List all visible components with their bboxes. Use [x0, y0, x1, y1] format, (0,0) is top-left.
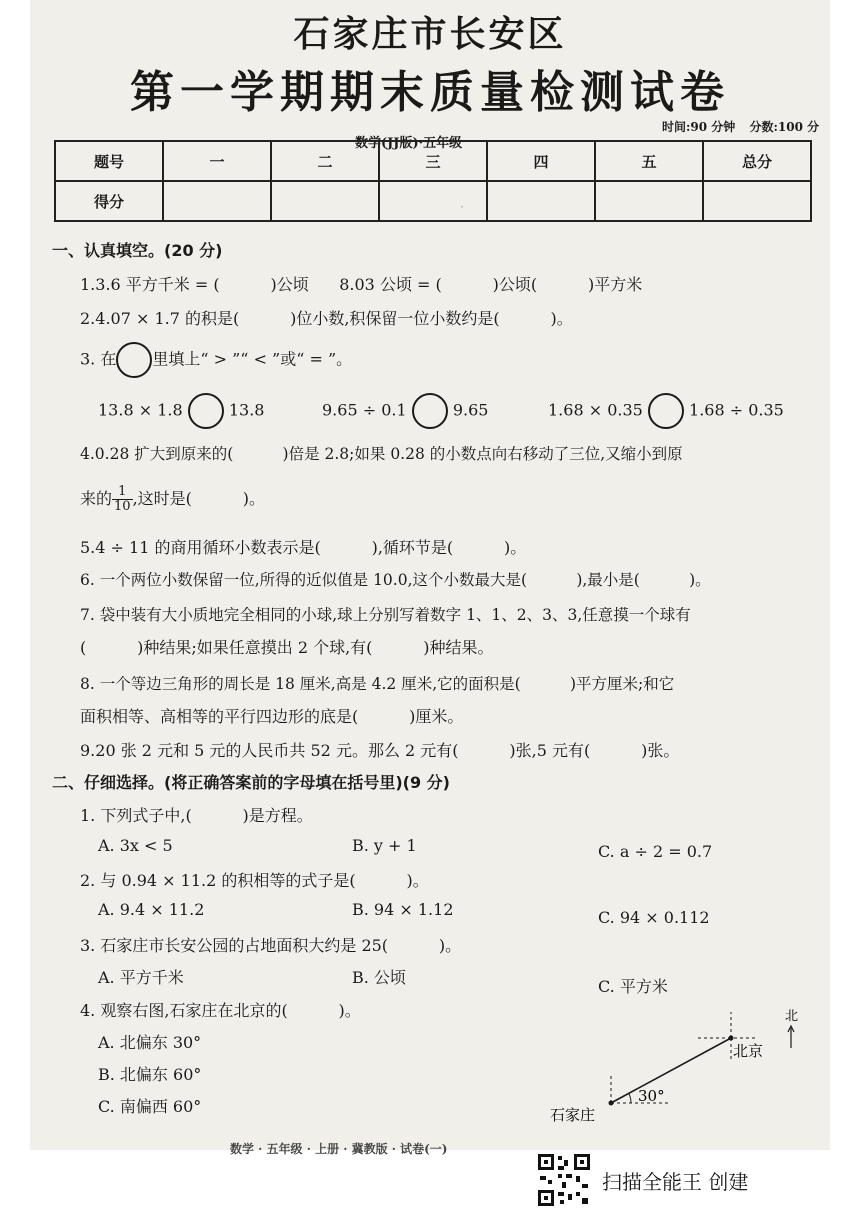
q4-prefix: 来的: [80, 489, 113, 508]
question-1-9: 9.20 张 2 元和 5 元的人民币共 52 元。那么 2 元有( )张,5 元有( )张。: [80, 741, 680, 760]
score-cell: 四: [487, 141, 595, 181]
score-cell: 三: [379, 141, 487, 181]
compare-circle-input[interactable]: [648, 393, 684, 429]
page-footer: 数学 · 五年级 · 上册 · 冀教版 · 试卷(一): [230, 1142, 448, 1156]
subject-label: 数学(JJ版)·五年级: [355, 136, 463, 151]
compare-item-a: [98, 393, 264, 429]
section1-heading: 一、认真填空。(20 分): [52, 241, 223, 260]
beijing-label: 北京: [733, 1042, 764, 1060]
q4-suffix: ,这时是( )。: [132, 489, 265, 508]
question-1-3: [80, 342, 352, 378]
north-label: 北: [785, 1009, 799, 1024]
score-table-score-row: [55, 181, 811, 221]
question-1-8-line1: 8. 一个等边三角形的周长是 18 厘米,高是 4.2 厘米,它的面积是( )平方厘米;和它: [80, 675, 675, 693]
question-1-4-line1: 4.0.28 扩大到原来的( )倍是 2.8;如果 0.28 的小数点向右移动了三位,又缩小到原: [80, 445, 683, 463]
q3-suffix: 里填上“ > ”“ < ”或“ = ”。: [152, 349, 353, 369]
option-2-1-c[interactable]: C. a ÷ 2 = 0.7: [598, 842, 713, 861]
question-1-7-line2: ( )种结果;如果任意摸出 2 个球,有( )种结果。: [80, 638, 494, 657]
question-1-2: 2.4.07 × 1.7 的积是( )位小数,积保留一位小数约是( )。: [80, 309, 573, 328]
score-cell: 总分: [703, 141, 811, 181]
time-info: 时间:90 分钟: [662, 120, 736, 134]
compare-item-c: [548, 393, 784, 429]
score-info: 分数:100 分: [749, 120, 820, 134]
option-2-2-b[interactable]: B. 94 × 1.12: [352, 900, 454, 919]
score-cell: 一: [163, 141, 271, 181]
fraction-numerator: 1: [112, 485, 133, 500]
score-table: [54, 140, 812, 222]
q3-prefix: 3. 在: [80, 349, 117, 369]
section2-heading: 二、仔细选择。(将正确答案前的字母填在括号里)(9 分): [52, 773, 450, 792]
question-2-4: 4. 观察右图,石家庄在北京的( )。: [80, 1001, 361, 1020]
score-cell: 题号: [55, 141, 163, 181]
angle-arc: [629, 1094, 631, 1103]
bleed-through-text: ·: [460, 200, 465, 215]
compare-item-b: [322, 393, 488, 429]
shijiazhuang-label: 石家庄: [550, 1106, 596, 1124]
score-blank[interactable]: [703, 181, 811, 221]
score-blank[interactable]: [163, 181, 271, 221]
score-cell: 二: [271, 141, 379, 181]
score-blank[interactable]: [271, 181, 379, 221]
score-cell: 五: [595, 141, 703, 181]
title-line2: 第一学期期末质量检测试卷: [130, 67, 730, 118]
compare-a-left: 13.8 × 1.8: [98, 400, 183, 420]
exam-meta: [662, 118, 819, 135]
option-2-4-a[interactable]: A. 北偏东 30°: [98, 1033, 202, 1052]
option-2-3-b[interactable]: B. 公顷: [352, 968, 406, 987]
compare-circle-icon: [116, 342, 152, 378]
option-2-2-c[interactable]: C. 94 × 0.112: [598, 908, 710, 927]
option-2-3-a[interactable]: A. 平方千米: [98, 968, 184, 987]
title-line1: 石家庄市长安区: [293, 13, 567, 55]
question-1-5: 5.4 ÷ 11 的商用循环小数表示是( ),循环节是( )。: [80, 538, 527, 557]
fraction-denominator: 10: [114, 499, 131, 514]
question-2-3: 3. 石家庄市长安公园的占地面积大约是 25( )。: [80, 936, 462, 955]
fraction: [112, 485, 133, 514]
compass-figure: [548, 1000, 808, 1130]
compare-a-right: 13.8: [228, 400, 265, 420]
compare-c-left: 1.68 × 0.35: [548, 400, 643, 420]
option-2-4-b[interactable]: B. 北偏东 60°: [98, 1065, 202, 1084]
compare-c-right: 1.68 ÷ 0.35: [689, 400, 784, 420]
option-2-2-a[interactable]: A. 9.4 × 11.2: [98, 900, 205, 919]
option-2-1-b[interactable]: B. y + 1: [352, 836, 417, 855]
compare-circle-input[interactable]: [188, 393, 224, 429]
question-2-2: 2. 与 0.94 × 11.2 的积相等的式子是( )。: [80, 871, 429, 890]
option-2-1-a[interactable]: A. 3x < 5: [98, 836, 173, 855]
question-2-1: 1. 下列式子中,( )是方程。: [80, 806, 313, 825]
compare-b-left: 9.65 ÷ 0.1: [322, 400, 407, 420]
angle-label: 30°: [638, 1087, 665, 1105]
route-line: [611, 1038, 731, 1103]
score-blank[interactable]: [595, 181, 703, 221]
question-1-7-line1: 7. 袋中装有大小质地完全相同的小球,球上分别写着数字 1、1、2、3、3,任意摸一个球有: [80, 606, 691, 624]
option-2-4-c[interactable]: C. 南偏西 60°: [98, 1097, 202, 1116]
option-2-3-c[interactable]: C. 平方米: [598, 977, 668, 996]
question-1-1: 1.3.6 平方千米 = ( )公顷 8.03 公顷 = ( )公顷( )平方米: [80, 275, 643, 294]
score-table-header-row: [55, 141, 811, 181]
score-blank[interactable]: [487, 181, 595, 221]
question-1-4-line2: [80, 485, 265, 514]
question-1-6: 6. 一个两位小数保留一位,所得的近似值是 10.0,这个小数最大是( ),最小是( )。: [80, 571, 711, 589]
scanner-brand-label: 扫描全能王 创建: [602, 1170, 749, 1194]
compare-circle-input[interactable]: [412, 393, 448, 429]
score-row-label: 得分: [55, 181, 163, 221]
qr-code-icon: [536, 1152, 592, 1208]
question-1-8-line2: 面积相等、高相等的平行四边形的底是( )厘米。: [80, 707, 464, 726]
score-blank[interactable]: [379, 181, 487, 221]
compare-b-right: 9.65: [452, 400, 489, 420]
